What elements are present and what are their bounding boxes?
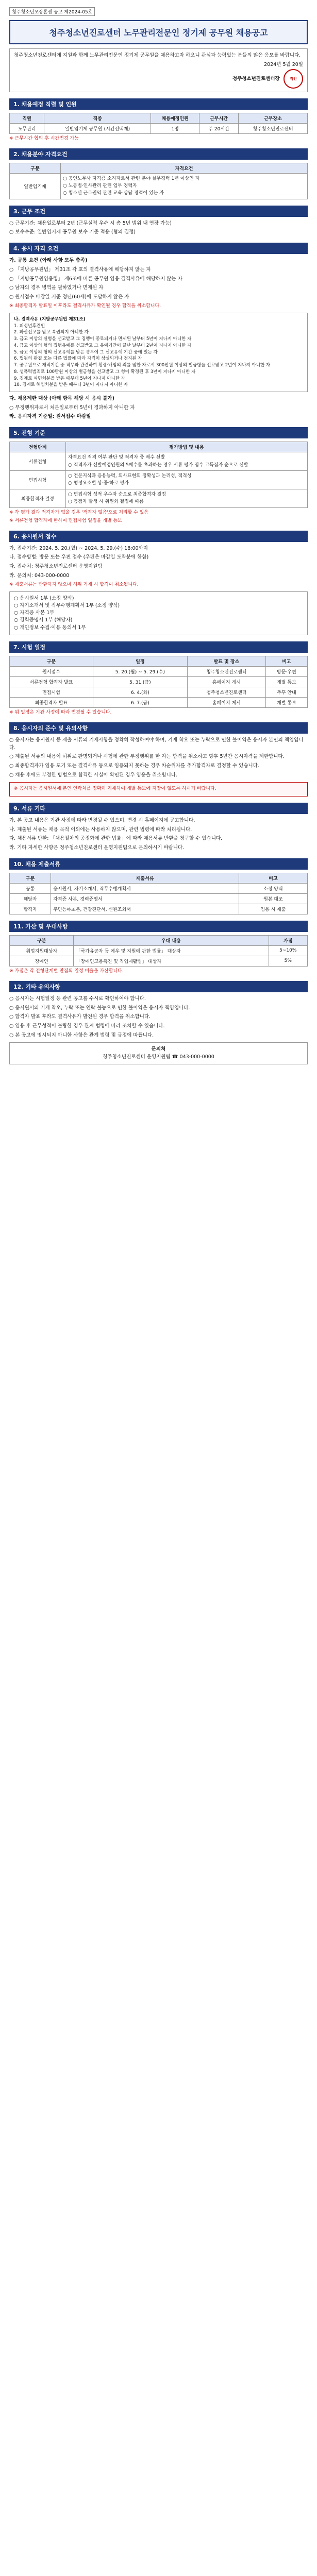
submission-cell: 임용 시 제출 xyxy=(239,904,307,914)
schedule-cell: 청주청소년진로센터 xyxy=(187,666,265,676)
preference-cell: 취업지원대상자 xyxy=(10,945,74,956)
schedule-cell: 최종합격자 발표 xyxy=(10,697,93,707)
schedule-note: ※ 위 일정은 기관 사정에 따라 변경될 수 있습니다. xyxy=(9,709,112,715)
list-item: 다. 채용서류 반환: 「채용절차의 공정화에 관한 법률」에 따라 채용서류 반환을 청구할 수 있습니다. xyxy=(9,836,223,842)
section-6-heading: 6. 응시원서 접수 xyxy=(9,531,308,542)
screening-cell: 자격요건 적격 여부 판단 및 적격자 중 배수 선발 ○ 적격자가 선발예정인원의 5배수를 초과하는 경우 서류 평가 점수 고득점자 순으로 선발 xyxy=(66,452,308,471)
list-item: 4. 금고 이상의 형의 집행유예를 선고받고 그 유예기간이 끝난 날부터 2년이 지나지 아니한 자 xyxy=(14,343,192,348)
submission-header: 비고 xyxy=(239,873,307,883)
schedule-header: 비고 xyxy=(265,656,307,666)
section-10-heading: 10. 채용 제출서류 xyxy=(9,858,308,870)
screening-table xyxy=(9,442,308,507)
section-9-heading: 9. 서류 기타 xyxy=(9,803,308,814)
submission-cell: 합격자 xyxy=(10,904,51,914)
table-row xyxy=(10,893,308,904)
warning-box: ※ 응시자는 응시원서에 본인 연락처를 정확히 기재하여 개별 통보에 지장이 없도록 하시기 바랍니다. xyxy=(9,782,308,796)
screening-note: ※ 서류전형 합격자에 한하여 면접시험 일정을 개별 통보 xyxy=(9,518,122,523)
list-item: 5. 금고 이상의 형의 선고유예를 받은 경우에 그 선고유예 기간 중에 있는 자 xyxy=(14,349,158,355)
schedule-cell: 개별 통보 xyxy=(265,697,307,707)
submission-cell: 해당자 xyxy=(10,893,51,904)
schedule-header: 구분 xyxy=(10,656,93,666)
list-item: ○ 최종합격자가 임용 포기 또는 결격사유 등으로 임용되지 못하는 경우 차순위자를 추가합격자로 결정할 수 있습니다. xyxy=(9,763,259,769)
official-seal-icon: 직인 xyxy=(283,69,303,89)
table-row xyxy=(10,123,308,133)
screening-cell: 면접시험 xyxy=(10,470,66,489)
list-item: 라. 기타 자세한 사항은 청주청소년진로센터 운영지원팀으로 문의하시기 바랍니다. xyxy=(9,845,185,851)
list-item: ○ 근무기간: 채용일로부터 2년 (근무실적 우수 시 총 5년 범위 내 연장 가능) xyxy=(9,220,172,226)
documents-box xyxy=(9,591,308,635)
list-item: ○ 응시원서 1부 (소정 양식) xyxy=(14,595,74,601)
table-row xyxy=(10,470,308,489)
schedule-cell: 서류전형 합격자 발표 xyxy=(10,676,93,687)
list-item: 1. 피성년후견인 xyxy=(14,323,45,329)
list-item: ○ 보수수준: 일반임기제 공무원 보수 기준 적용 (협의 결정) xyxy=(9,229,136,235)
announce-date: 2024년 5월 20일 xyxy=(264,62,303,68)
subsection-heading: 라. 응시자격 기준일: 원서접수 마감일 xyxy=(9,414,91,420)
schedule-cell: 5. 20.(월) ~ 5. 29.(수) xyxy=(93,666,187,676)
schedule-cell: 홈페이지 게시 xyxy=(187,697,265,707)
list-item: ○ 경력증명서 1부 (해당자) xyxy=(14,617,73,623)
list-item: ○ 자기소개서 및 직무수행계획서 1부 (소정 양식) xyxy=(14,602,120,608)
list-item: ○ 「지방공무원법」 제31조 각 호의 결격사유에 해당하지 않는 자 xyxy=(9,266,151,273)
screening-cell: 서류전형 xyxy=(10,452,66,471)
list-item: ○ 「지방공무원임용령」 제6조에 따른 공무원 임용 결격사유에 해당하지 않는 자 xyxy=(9,276,182,282)
list-item: 라. 문의처: 043-000-0000 xyxy=(9,572,70,579)
screening-cell: ○ 면접시험 성적 우수자 순으로 최종합격자 결정 ○ 동점자 발생 시 위원회 결정에 따름 xyxy=(66,489,308,507)
table-row xyxy=(10,452,308,471)
list-item: 가. 본 공고 내용은 기관 사정에 따라 변경될 수 있으며, 변경 시 홈페이지에 공고합니다. xyxy=(9,817,195,823)
preference-header: 가점 xyxy=(269,935,307,945)
list-item: ○ 응시자는 응시원서 등 제출 서류의 기재사항을 정확히 작성하여야 하며, 기재 착오 또는 누락으로 인한 불이익은 응시자 본인의 책임입니다. xyxy=(9,737,304,751)
list-item: 다. 접수처: 청주청소년진로센터 운영지원팀 xyxy=(9,564,103,570)
box-heading: 나. 결격사유 (지방공무원법 제31조) xyxy=(14,316,86,322)
schedule-table xyxy=(9,656,308,708)
organization-name xyxy=(14,69,303,89)
table-row xyxy=(10,697,308,707)
list-item: ○ 자격증 사본 1부 xyxy=(14,610,55,616)
qualification-header: 자격요건 xyxy=(61,163,308,173)
contact-box xyxy=(9,1042,308,1064)
schedule-cell: 방문·우편 xyxy=(265,666,307,676)
list-item: ○ 응시자는 시험일정 등 관련 공고를 수시로 확인하여야 합니다. xyxy=(9,995,146,1002)
intro-text: 청주청소년진로센터에 지원과 함께 노무관리전문인 정기제 공무원을 채용하고자 하오니 관심과 능력있는 분들의 많은 응모를 바랍니다. xyxy=(14,53,301,58)
subsection-heading: 다. 채용제한 대상 (아래 항목 해당 시 응시 불가) xyxy=(9,396,114,402)
list-item: ○ 합격자 발표 후라도 결격사유가 발견된 경우 합격을 취소합니다. xyxy=(9,1014,151,1020)
list-item: ○ 채용 후에도 부정한 방법으로 합격한 사실이 확인된 경우 임용을 취소합니다. xyxy=(9,772,177,778)
preference-table xyxy=(9,935,308,967)
recruit-cell: 노무관리 xyxy=(10,123,44,133)
submission-cell: 주민등록초본, 건강진단서, 신원조회서 xyxy=(51,904,239,914)
section-5-heading: 5. 전형 기준 xyxy=(9,427,308,438)
preference-header: 구분 xyxy=(10,935,74,945)
screening-cell: ○ 전문지식과 응용능력, 의사표현의 정확성과 논리성, 적격성 ○ 평정요소별 상·중·하로 평가 xyxy=(66,470,308,489)
submission-cell: 원본 대조 xyxy=(239,893,307,904)
warning-note: ※ 최종합격자 발표일 이후라도 결격사유가 확인될 경우 합격을 취소합니다. xyxy=(9,303,161,309)
recruit-header: 근무시간 xyxy=(199,113,239,123)
intro-box xyxy=(9,48,308,92)
list-item: 7. 공무원으로 재직기간 중 직무와 관련하여 횡령·배임의 죄를 범한 자로서 300만원 이상의 벌금형을 선고받고 2년이 지나지 아니한 자 xyxy=(14,363,271,368)
list-item: 10. 징계로 해임처분을 받은 때부터 3년이 지나지 아니한 자 xyxy=(14,382,128,388)
list-item: 6. 법원의 판결 또는 다른 법률에 따라 자격이 상실되거나 정지된 자 xyxy=(14,356,142,362)
preference-cell: 5% xyxy=(269,956,307,966)
section-11-heading: 11. 가산 및 우대사항 xyxy=(9,921,308,932)
recruit-header: 직종 xyxy=(44,113,151,123)
list-item: ○ 제출된 서류의 내용이 허위로 판명되거나 시험에 관한 부정행위를 한 자는 합격을 취소하고 향후 5년간 응시자격을 제한합니다. xyxy=(9,754,285,760)
schedule-cell: 5. 31.(금) xyxy=(93,676,187,687)
submission-cell: 자격증 사본, 경력증명서 xyxy=(51,893,239,904)
subsection-heading: 가. 공통 요건 (아래 사항 모두 충족) xyxy=(9,258,88,264)
list-item: 2. 파산선고를 받고 복권되지 아니한 자 xyxy=(14,330,89,335)
preference-header: 우대 내용 xyxy=(74,935,269,945)
contact-text: 청주청소년진로센터 운영지원팀 ☎ 043-000-0000 xyxy=(103,1054,214,1060)
notice-number: 청주청소년오장론센 공고 제2024-05호 xyxy=(9,7,95,16)
list-item: ○ 본 공고에 명시되지 아니한 사항은 관계 법령 및 규정에 따릅니다. xyxy=(9,1032,154,1038)
table-row xyxy=(10,173,308,199)
list-item: ○ 남자의 경우 병역을 필하였거나 면제된 자 xyxy=(9,285,104,291)
warning-note: ※ 제출서류는 반환하지 않으며 허위 기재 시 합격이 취소됩니다. xyxy=(9,582,139,587)
recruit-table xyxy=(9,113,308,134)
section-1-heading: 1. 채용예정 직렬 및 인원 xyxy=(9,98,308,110)
submission-cell: 소정 양식 xyxy=(239,883,307,893)
table-row xyxy=(10,956,308,966)
screening-header: 평가방법 및 내용 xyxy=(66,442,308,452)
recruit-cell: 일반임기제 공무원 (시간선택제) xyxy=(44,123,151,133)
section-8-heading: 8. 응시자의 준수 및 유의사항 xyxy=(9,722,308,734)
list-item: 3. 금고 이상의 실형을 선고받고 그 집행이 종료되거나 면제된 날부터 5년이 지나지 아니한 자 xyxy=(14,336,192,342)
submission-header: 제출서류 xyxy=(51,873,239,883)
recruit-header: 직렬 xyxy=(10,113,44,123)
qualification-cell: ○ 공인노무사 자격증 소지자로서 관련 분야 실무경력 1년 이상인 자 ○ 노동법·인사관리 관련 업무 경력자 ○ 청소년 근로권익 관련 교육·상담 경력이 있는 자 xyxy=(61,173,308,199)
schedule-cell: 청주청소년진로센터 xyxy=(187,687,265,697)
section-3-heading: 3. 근무 조건 xyxy=(9,206,308,217)
schedule-header: 발표 및 장소 xyxy=(187,656,265,666)
section-12-heading: 12. 기타 유의사항 xyxy=(9,981,308,992)
schedule-header: 일정 xyxy=(93,656,187,666)
schedule-cell: 6. 4.(화) xyxy=(93,687,187,697)
table-row xyxy=(10,883,308,893)
qualification-header: 구분 xyxy=(10,163,61,173)
submission-header: 구분 xyxy=(10,873,51,883)
table-row xyxy=(10,945,308,956)
preference-note: ※ 가점은 각 전형단계별 만점의 일정 비율을 가산합니다. xyxy=(9,968,124,974)
section-2-heading: 2. 채용분야 자격요건 xyxy=(9,148,308,160)
schedule-cell: 6. 7.(금) xyxy=(93,697,187,707)
preference-cell: 장애인 xyxy=(10,956,74,966)
disqualification-box xyxy=(9,313,308,392)
page-title: 청주청소년진로센터 노무관리전문인 정기제 공무원 채용공고 xyxy=(9,20,308,44)
submission-cell: 응시원서, 자기소개서, 직무수행계획서 xyxy=(51,883,239,893)
table-row xyxy=(10,687,308,697)
screening-cell: 최종합격자 결정 xyxy=(10,489,66,507)
screening-header: 전형단계 xyxy=(10,442,66,452)
list-item: ○ 임용 후 근무성적이 불량한 경우 관계 법령에 따라 조치할 수 있습니다. xyxy=(9,1023,165,1029)
list-item: 가. 접수기간: 2024. 5. 20.(월) ~ 2024. 5. 29.(수) 18:00까지 xyxy=(9,545,148,551)
organization-label: 청주청소년진로센터장 xyxy=(232,76,280,81)
submission-table xyxy=(9,873,308,914)
schedule-cell: 홈페이지 게시 xyxy=(187,676,265,687)
table-row xyxy=(10,489,308,507)
preference-cell: 「장애인고용촉진 및 직업재활법」 대상자 xyxy=(74,956,269,966)
recruit-cell: 주 20시간 xyxy=(199,123,239,133)
recruit-cell: 청주청소년진로센터 xyxy=(238,123,307,133)
recruit-header: 근무장소 xyxy=(238,113,307,123)
schedule-cell: 원서접수 xyxy=(10,666,93,676)
list-item: ○ 개인정보 수집·이용 동의서 1부 xyxy=(14,624,86,631)
schedule-cell: 추후 안내 xyxy=(265,687,307,697)
recruit-note: ※ 근무시간 협의 후 시간변경 가능 xyxy=(9,135,79,141)
table-row xyxy=(10,904,308,914)
table-row xyxy=(10,666,308,676)
preference-cell: 「국가유공자 등 예우 및 지원에 관한 법률」 대상자 xyxy=(74,945,269,956)
list-item: ○ 응시원서의 기재 착오, 누락 또는 연락 불능으로 인한 불이익은 응시자 책임입니다. xyxy=(9,1005,190,1011)
section-4-heading: 4. 응시 자격 요건 xyxy=(9,243,308,254)
list-item: 나. 제출된 서류는 채용 목적 이외에는 사용하지 않으며, 관련 법령에 따라 처리됩니다. xyxy=(9,826,192,833)
list-item: ○ 부정행위자로서 처분일로부터 5년이 경과하지 아니한 자 xyxy=(9,404,135,411)
qualification-table xyxy=(9,163,308,199)
section-7-heading: 7. 시험 일정 xyxy=(9,641,308,653)
schedule-cell: 면접시험 xyxy=(10,687,93,697)
submission-cell: 공통 xyxy=(10,883,51,893)
qualification-cell: 일반임기제 xyxy=(10,173,61,199)
list-item: 9. 징계로 파면처분을 받은 때부터 5년이 지나지 아니한 자 xyxy=(14,376,125,381)
announcement-page xyxy=(0,0,317,1064)
list-item: 나. 접수방법: 방문 또는 우편 접수 (우편은 마감일 도착분에 한함) xyxy=(9,554,149,561)
schedule-cell: 개별 통보 xyxy=(265,676,307,687)
preference-cell: 5~10% xyxy=(269,945,307,956)
recruit-cell: 1명 xyxy=(151,123,199,133)
contact-title: 문의처 xyxy=(151,1046,166,1053)
list-item: ○ 원서접수 마감일 기준 정년(60세)에 도달하지 않은 자 xyxy=(9,294,129,300)
list-item: 8. 성폭력범죄로 100만원 이상의 벌금형을 선고받고 그 형이 확정된 후 3년이 지나지 아니한 자 xyxy=(14,369,196,375)
screening-note: ※ 각 평가 결과 적격자가 없을 경우 '적격자 없음'으로 처리할 수 있음 xyxy=(9,510,149,515)
recruit-header: 채용예정인원 xyxy=(151,113,199,123)
table-row xyxy=(10,676,308,687)
